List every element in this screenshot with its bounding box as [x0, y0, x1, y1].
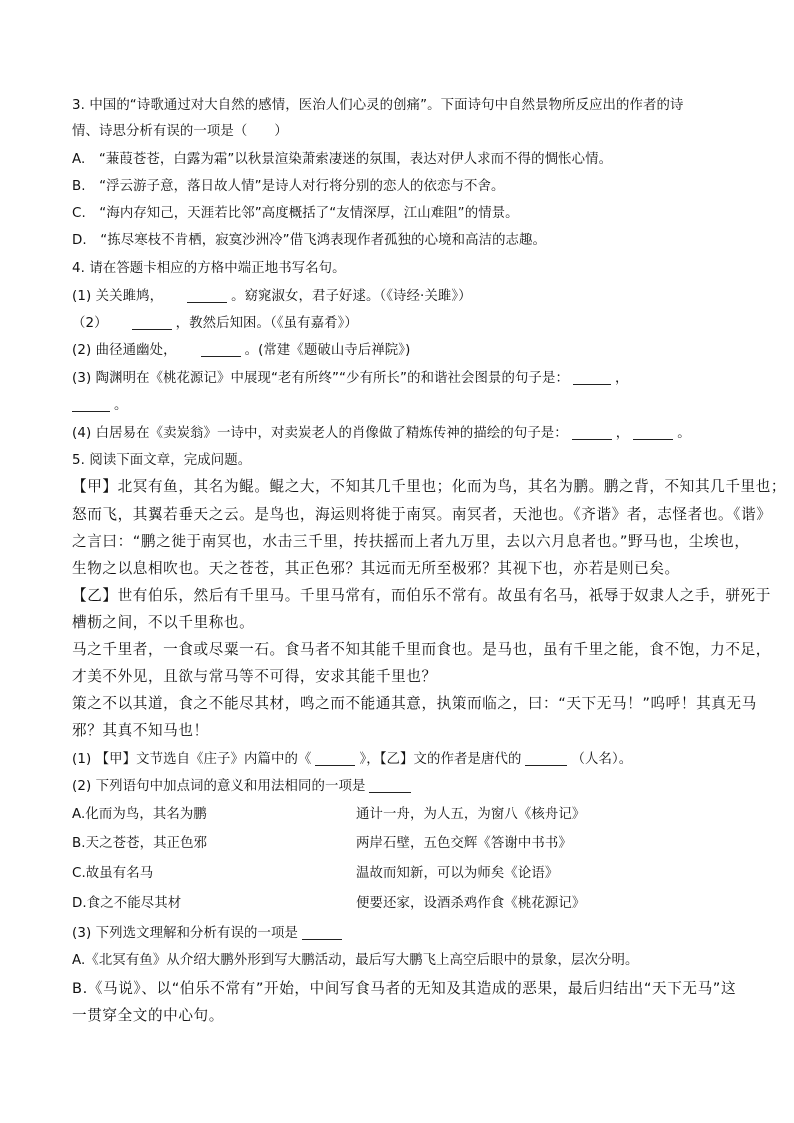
- q4-item-4-comma: ，: [614, 371, 629, 386]
- q5-sub-3-option-b-line2: 一贯穿全文的中心句。: [72, 1007, 224, 1024]
- answer-blank: [132, 315, 172, 330]
- answer-blank: [573, 370, 611, 385]
- answer-blank: [201, 342, 241, 357]
- q4-item-2-prefix: （2）: [72, 316, 108, 331]
- q4-item-4-end: 。: [114, 398, 128, 413]
- answer-blank: [72, 397, 110, 412]
- option-right: 通计一舟，为人五，为窗八《核舟记》: [356, 807, 586, 822]
- q4-item-3-suffix: 。(常建《题破山寺后禅院》): [244, 343, 411, 358]
- passage-yi-line: 【乙】世有伯乐，然后有千里马。千里马常有，而伯乐不常有。故虽有名马，祇辱于奴隶人之手，骈死于: [72, 587, 771, 604]
- q4-item-5: [72, 424, 752, 444]
- q5-sub-3-option-a: A.《北冥有鱼》从介绍大鹏外形到写大鹏活动，最后写大鹏飞上高空后眼中的景象，层次分明。: [72, 953, 639, 968]
- q5-sub-1-b: 》，【乙】文的作者是唐代的: [359, 752, 522, 767]
- answer-blank: [572, 425, 612, 440]
- q3-option-b: B. “浮云游子意，落日故人情”是诗人对行将分别的恋人的依恋与不舍。: [72, 179, 505, 194]
- q5-sub-2-option-c: [72, 864, 752, 884]
- option-left: D.食之不能尽其材: [72, 896, 182, 911]
- option-right: 两岸石壁，五色交辉《答谢中书书》: [356, 836, 572, 851]
- option-right: 便要还家，设酒杀鸡作食《桃花源记》: [356, 896, 586, 911]
- passage-yi-line: 策之不以其道，食之不能尽其材，鸣之而不能通其意，执策而临之，曰：“天下无马！”呜呼！其真无马: [72, 695, 757, 712]
- option-right: 温故而知新，可以为师矣《论语》: [356, 866, 559, 881]
- q4-item-1-prefix: (1) 关关雎鸠，: [72, 289, 164, 304]
- answer-blank: [315, 751, 355, 766]
- q4-item-2-suffix: ，教然后知困。（《虽有嘉肴》）: [175, 316, 358, 331]
- passage-yi-line: 槽枥之间，不以千里称也。: [72, 614, 255, 631]
- answer-blank: [633, 425, 673, 440]
- q4-item-4-prefix: (3) 陶渊明在《桃花源记》中展现“老有所终”“少有所长”的和谐社会图景的句子是：: [72, 371, 569, 386]
- q4-stem: 4. 请在答题卡相应的方格中端正地书写名句。: [72, 261, 346, 276]
- answer-blank: [525, 751, 567, 766]
- passage-jia-line: 【甲】北冥有鱼，其名为鲲。鲲之大，不知其几千里也；化而为鸟，其名为鹏。鹏之背，不知其几千里也；: [72, 478, 787, 495]
- passage-yi-line: 马之千里者，一食或尽粟一石。食马者不知其能千里而食也。是马也，虽有千里之能，食不饱，力不足，: [72, 641, 771, 658]
- q4-item-1-suffix: 。窈窕淑女，君子好逑。（《诗经·关雎》）: [231, 289, 472, 304]
- answer-blank: [187, 288, 227, 303]
- option-left: C.故虽有名马: [72, 866, 154, 881]
- q5-sub-3: [72, 924, 752, 944]
- q5-sub-2-option-d: [72, 894, 752, 914]
- passage-jia-line: 怒而飞，其翼若垂天之云。是鸟也，海运则将徙于南冥。南冥者，天池也。《齐谐》者，志怪者也。《谐》: [72, 506, 772, 523]
- q5-sub-2-text: (2) 下列语句中加点词的意义和用法相同的一项是: [72, 779, 366, 794]
- passage-jia-line: 之言曰：“鹏之徙于南冥也，水击三千里，抟扶摇而上者九万里，去以六月息者也。”野马也，尘埃也，: [72, 533, 750, 550]
- q4-item-3-prefix: (2) 曲径通幽处，: [72, 343, 177, 358]
- q4-item-4: [72, 369, 752, 389]
- q4-item-4-cont: [72, 396, 752, 416]
- q4-item-5-end: 。: [677, 426, 691, 441]
- passage-yi-line: 邪？其真不知马也！: [72, 722, 209, 739]
- q3-option-c: C. “海内存知己，天涯若比邻”高度概括了“友情深厚，江山难阻”的情景。: [72, 206, 519, 221]
- q3-stem-line1: 3. 中国的“诗歌通过对大自然的感情，医治人们心灵的创痛”。下面诗句中自然景物所反应出的作者的诗: [72, 98, 684, 113]
- q5-sub-2-option-b: [72, 834, 752, 854]
- q4-item-3: [72, 341, 752, 361]
- q5-sub-1-a: (1) 【甲】文节选自《庄子》内篇中的《: [72, 752, 312, 767]
- q3-option-d: D. “拣尽寒枝不肯栖，寂寞沙洲冷”借飞鸿表现作者孤独的心境和高洁的志趣。: [72, 233, 547, 248]
- q3-stem-line2: 情、诗思分析有误的一项是（ ）: [72, 124, 288, 139]
- q4-item-5-comma: ，: [615, 426, 630, 441]
- q5-sub-1-c: （人名）。: [571, 752, 633, 767]
- answer-blank: [302, 925, 342, 940]
- option-left: A.化而为鸟，其名为鹏: [72, 807, 207, 822]
- q5-sub-2: [72, 777, 752, 797]
- q5-stem: 5. 阅读下面文章，完成问题。: [72, 453, 252, 468]
- q4-item-2: [72, 314, 752, 334]
- q3-option-a: A. “蒹葭苍苍，白露为霜”以秋景渲染萧索凄迷的氛围，表达对伊人求而不得的惆怅心情。: [72, 152, 613, 167]
- q5-sub-3-option-b-line1: B.《马说》、以“伯乐不常有”开始，中间写食马者的无知及其造成的恶果，最后归结出“天下无马”这: [72, 980, 737, 997]
- passage-yi-line: 才美不外见，且欲与常马等不可得，安求其能千里也？: [72, 668, 437, 685]
- q4-item-5-prefix: (4) 白居易在《卖炭翁》一诗中，对卖炭老人的肖像做了精炼传神的描绘的句子是：: [72, 426, 568, 441]
- q5-sub-1: [72, 750, 752, 770]
- q5-sub-2-option-a: [72, 805, 752, 825]
- passage-jia-line: 生物之以息相吹也。天之苍苍，其正色邪？其远而无所至极邪？其视下也，亦若是则已矣。: [72, 560, 680, 577]
- option-left: B.天之苍苍，其正色邪: [72, 836, 208, 851]
- answer-blank: [369, 778, 411, 793]
- q4-item-1: [72, 287, 752, 307]
- q5-sub-3-text: (3) 下列选文理解和分析有误的一项是: [72, 926, 298, 941]
